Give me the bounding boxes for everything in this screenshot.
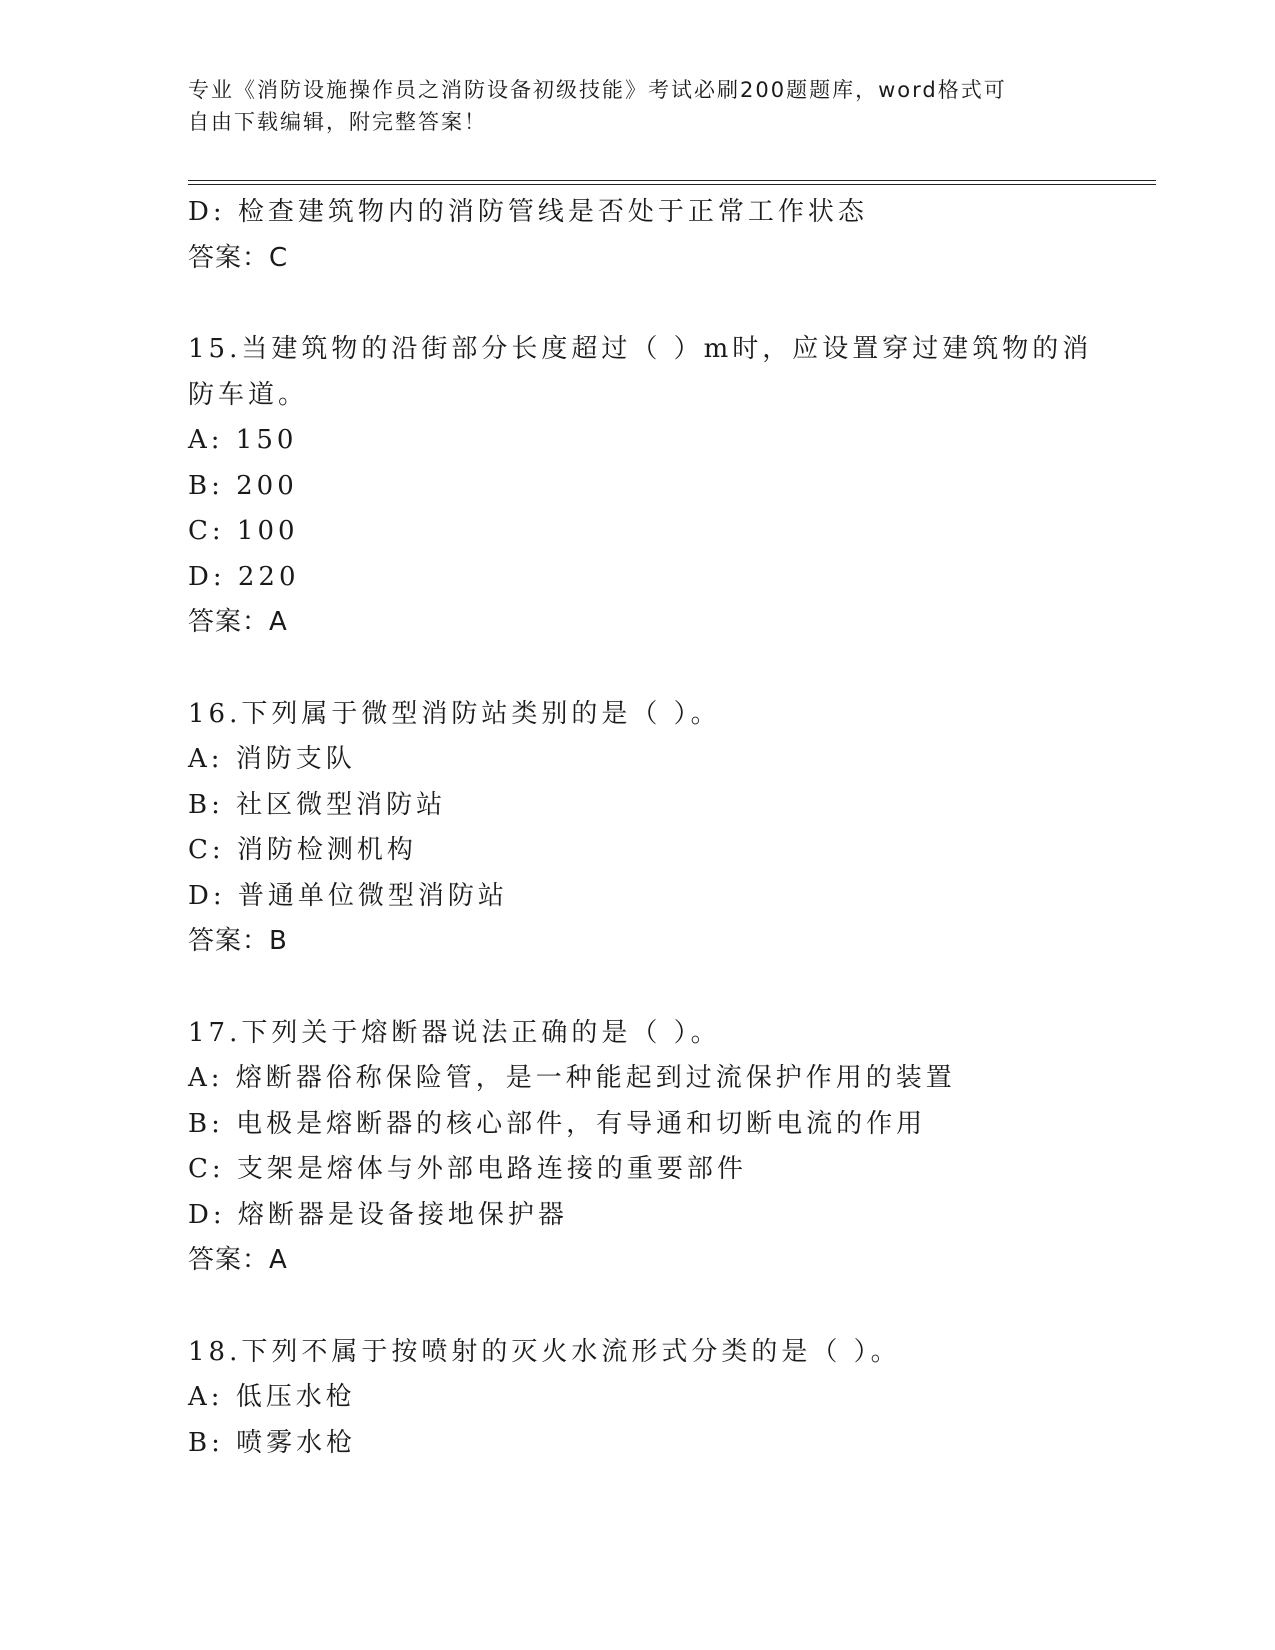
question-17-stem: 17.下列关于熔断器说法正确的是（ ）。: [188, 1017, 721, 1048]
question-spacer: [188, 646, 1088, 692]
question-15-stem-line-1: 15.当建筑物的沿街部分长度超过（ ）m时，应设置穿过建筑物的消: [188, 334, 1093, 364]
question-14-answer: 答案：C: [188, 242, 289, 273]
question-17: [188, 1011, 1088, 1284]
question-17-option-c: C: 支架是熔体与外部电路连接的重要部件: [188, 1154, 747, 1184]
header-divider: [188, 180, 1156, 185]
header-title-line-1: 专业《消防设施操作员之消防设备初级技能》考试必刷200题题库，word格式可: [188, 78, 1007, 102]
page-header: [188, 74, 1068, 138]
question-16-option-a: A: 消防支队: [188, 744, 356, 774]
question-list: [188, 190, 1093, 1466]
question-16-answer: 答案：B: [188, 926, 288, 956]
question-15-option-b: B: 200: [188, 470, 298, 501]
question-17-option-a: A: 熔断器俗称保险管，是一种能起到过流保护作用的装置: [188, 1063, 956, 1093]
question-15: [188, 327, 1093, 646]
question-14: [188, 190, 1088, 281]
question-spacer: [188, 965, 1088, 1011]
question-16-stem: 16.下列属于微型消防站类别的是（ ）。: [188, 698, 721, 729]
question-15-option-a: A: 150: [188, 425, 298, 455]
question-spacer: [188, 1284, 1088, 1330]
question-16-option-b: B: 社区微型消防站: [188, 789, 447, 820]
question-18-option-b: B: 喷雾水枪: [188, 1427, 357, 1458]
question-17-answer: 答案：A: [188, 1245, 288, 1275]
question-18-stem: 18.下列不属于按喷射的灭火水流形式分类的是（ ）。: [188, 1336, 901, 1367]
question-18: [188, 1330, 1088, 1467]
question-15-option-c: C: 100: [188, 516, 299, 546]
question-16-option-c: C: 消防检测机构: [188, 835, 417, 865]
question-17-option-d: D: 熔断器是设备接地保护器: [188, 1199, 568, 1230]
question-15-answer: 答案：A: [188, 607, 288, 637]
question-spacer: [188, 281, 1088, 327]
question-14-option-d: D: 检查建筑物内的消防管线是否处于正常工作状态: [188, 197, 868, 227]
question-17-option-b: B: 电极是熔断器的核心部件，有导通和切断电流的作用: [188, 1108, 927, 1139]
question-15-option-d: D: 220: [188, 561, 300, 592]
question-15-stem-line-2: 防车道。: [188, 379, 309, 410]
question-16-option-d: D: 普通单位微型消防站: [188, 880, 508, 911]
question-18-option-a: A: 低压水枪: [188, 1382, 356, 1412]
question-16: [188, 692, 1088, 965]
header-title-line-2: 自由下载编辑，附完整答案！: [188, 110, 487, 134]
